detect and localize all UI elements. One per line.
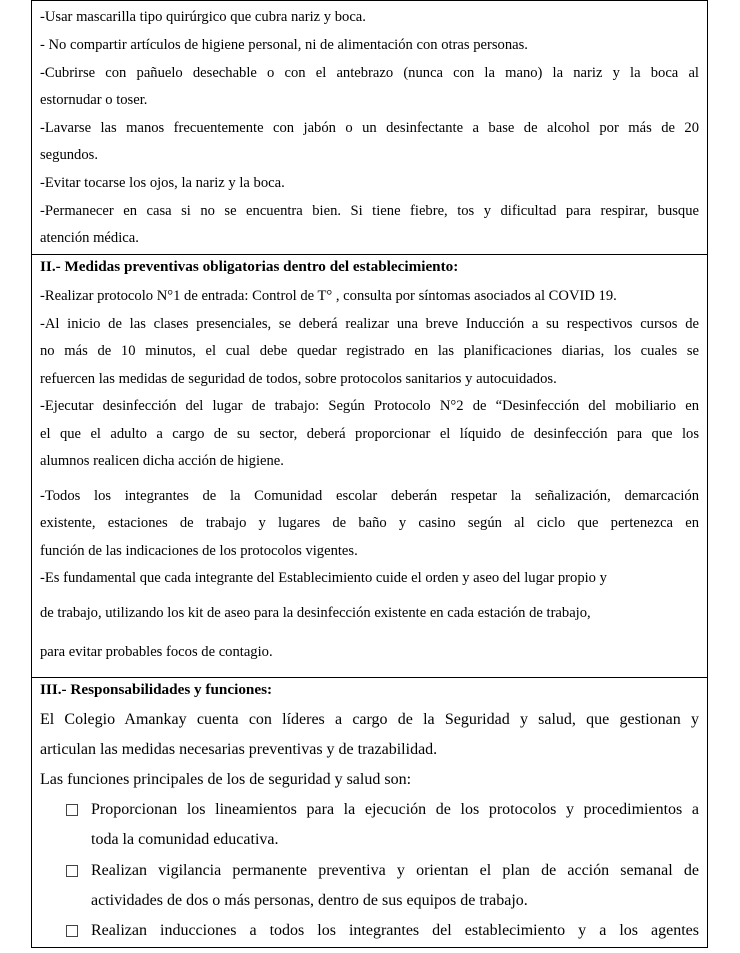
table-top-border [31,0,708,1]
text-line: segundos. [40,147,98,163]
bullet-square-icon [66,925,78,937]
text-line: articulan las medidas necesarias preventivas y de trazabilidad. [40,741,438,758]
text-line: -Es fundamental que cada integrante del Establecimiento cuide el orden y aseo del lugar propio y [40,570,607,586]
section-heading: II.- Medidas preventivas obligatorias dentro del establecimiento: [40,258,459,275]
text-line: de trabajo, utilizando los kit de aseo para la desinfección existente en cada estación de trabajo, [40,605,591,621]
text-line: -Permanecer en casa si no se encuentra bien. Si tiene fiebre, tos y dificultad para respirar, busque [40,203,699,219]
bullet-item-continuation: actividades de dos o más personas, dentro de sus equipos de trabajo. [91,892,528,909]
text-line: atención médica. [40,230,139,246]
bullet-item: Realizan inducciones a todos los integrantes del establecimiento y a los agentes [91,922,699,939]
text-line: -Lavarse las manos frecuentemente con jabón o un desinfectante a base de alcohol por más de 20 [40,120,699,136]
text-line: existente, estaciones de trabajo y lugares de baño y casino según al ciclo que pertenezca en [40,515,699,531]
section-heading: III.- Responsabilidades y funciones: [40,681,273,698]
text-line: el que el adulto a cargo de su sector, deberá proporcionar el líquido de desinfección para que los [40,426,699,442]
text-line: refuercen las medidas de seguridad de todos, sobre protocolos sanitarios y autocuidados. [40,371,557,387]
text-line: -Al inicio de las clases presenciales, se deberá realizar una breve Inducción a su respectivos cursos de [40,316,699,332]
bullet-square-icon [66,865,78,877]
text-line: función de las indicaciones de los protocolos vigentes. [40,543,358,559]
text-line: - No compartir artículos de higiene personal, ni de alimentación con otras personas. [40,37,528,53]
text-line: para evitar probables focos de contagio. [40,644,273,660]
text-line: -Evitar tocarse los ojos, la nariz y la boca. [40,175,285,191]
text-line: El Colegio Amankay cuenta con líderes a cargo de la Seguridad y salud, que gestionan y [40,711,699,728]
bullet-item: Proporcionan los lineamientos para la ejecución de los protocolos y procedimientos a [91,801,699,818]
text-line: -Usar mascarilla tipo quirúrgico que cubra nariz y boca. [40,9,366,25]
text-line: no más de 10 minutos, el cual debe quedar registrado en las planificaciones diarias, los cuales se [40,343,699,359]
text-line: alumnos realicen dicha acción de higiene. [40,453,284,469]
text-line: Las funciones principales de los de seguridad y salud son: [40,771,412,788]
section-divider-iii [31,677,708,678]
bullet-item: Realizan vigilancia permanente preventiva y orientan el plan de acción semanal de [91,862,699,879]
text-line: estornudar o toser. [40,92,148,108]
section-divider-ii [31,254,708,255]
bullet-square-icon [66,804,78,816]
text-line: -Realizar protocolo N°1 de entrada: Control de T° , consulta por síntomas asociados al COVID 19. [40,288,617,304]
bullet-item-continuation: toda la comunidad educativa. [91,831,279,848]
text-line: -Ejecutar desinfección del lugar de trabajo: Según Protocolo N°2 de “Desinfección del mobiliario en [40,398,699,414]
text-line: -Cubrirse con pañuelo desechable o con el antebrazo (nunca con la mano) la nariz y la boca al [40,65,699,81]
text-line: -Todos los integrantes de la Comunidad escolar deberán respetar la señalización, demarcación [40,488,699,504]
